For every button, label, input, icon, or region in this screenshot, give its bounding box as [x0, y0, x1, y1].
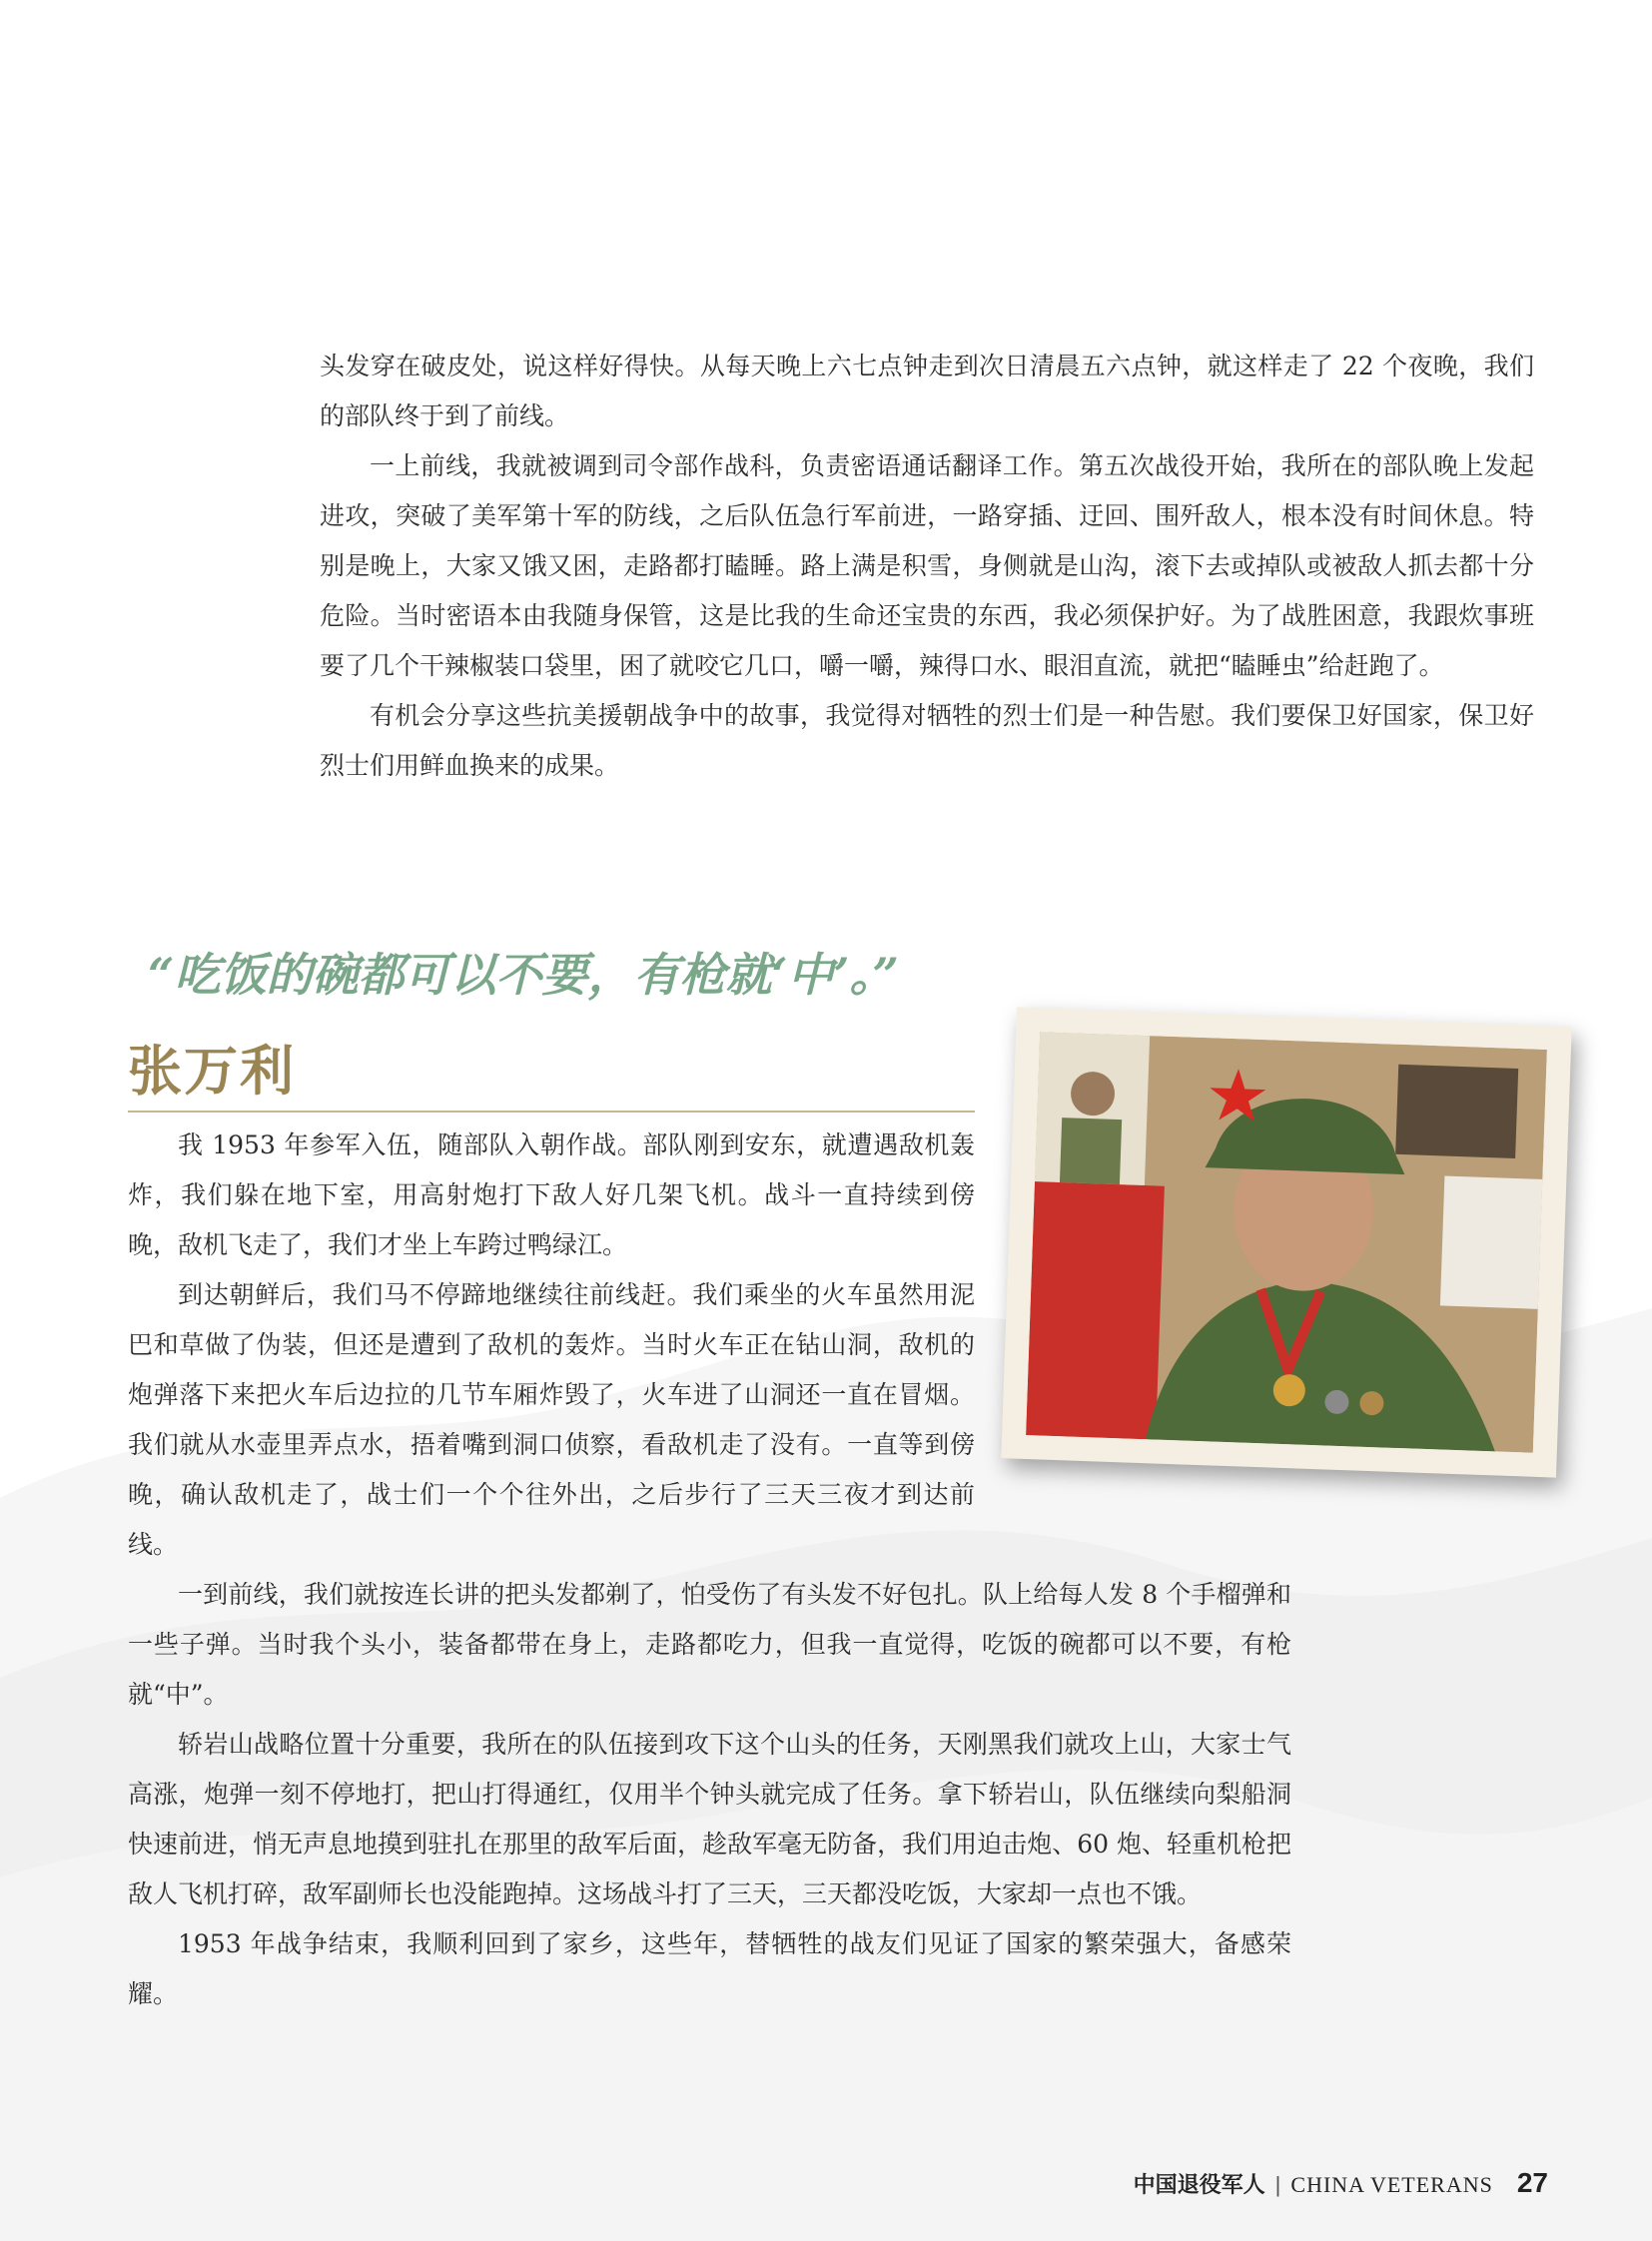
paragraph: 一上前线，我就被调到司令部作战科，负责密语通话翻译工作。第五次战役开始，我所在的部队晚上发起进攻，突破了美军第十军的防线，之后队伍急行军前进，一路穿插、迂回、围歼敌人，根本没有时间休息。特别是晚上，大家又饿又困，走路都打瞌睡。路上满是积雪，身侧就是山沟，滚下去或掉队或被敌人抓去都十分危险。当时密语本由我随身保管，这是比我的生命还宝贵的东西，我必须保护好。为了战胜困意，我跟炊事班要了几个干辣椒装口袋里，困了就咬它几口，嚼一嚼，辣得口水、眼泪直流，就把“瞌睡虫”给赶跑了。: [320, 451, 1534, 680]
top-article-text: [320, 342, 1534, 791]
veteran-photo-frame: [1001, 1007, 1571, 1477]
page-number: 27: [1516, 2167, 1548, 2198]
paragraph: 到达朝鲜后，我们马不停蹄地继续往前线赶。我们乘坐的火车虽然用泥巴和草做了伪装，但还是遭到了敌机的轰炸。当时火车正在钻山洞，敌机的炮弹落下来把火车后边拉的几节车厢炸毁了，火车进了山洞还一直在冒烟。我们就从水壶里弄点水，捂着嘴到洞口侦察，看敌机走了没有。一直等到傍晚，确认敌机走了，战士们一个个往外出，之后步行了三天三夜才到达前线。: [128, 1280, 975, 1559]
paragraph: 一到前线，我们就按连长讲的把头发都剃了，怕受伤了有头发不好包扎。队上给每人发 8 个手榴弹和一些子弹。当时我个头小，装备都带在身上，走路都吃力，但我一直觉得，吃饭的碗都可以不要，有枪就“中”。: [128, 1580, 1291, 1709]
paragraph: 头发穿在破皮处，说这样好得快。从每天晚上六七点钟走到次日清晨五六点钟，就这样走了 22 个夜晚，我们的部队终于到了前线。: [320, 352, 1534, 430]
magazine-name-cn: 中国退役军人: [1133, 2172, 1265, 2197]
paragraph: 轿岩山战略位置十分重要，我所在的队伍接到攻下这个山头的任务，天刚黑我们就攻上山，大家士气高涨，炮弹一刻不停地打，把山打得通红，仅用半个钟头就完成了任务。拿下轿岩山，队伍继续向梨船洞快速前进，悄无声息地摸到驻扎在那里的敌军后面，趁敌军毫无防备，我们用迫击炮、60 炮、轻重机枪把敌人飞机打碎，敌军副师长也没能跑掉。这场战斗打了三天，三天都没吃饭，大家却一点也不饿。: [128, 1730, 1291, 1908]
magazine-name-en: CHINA VETERANS: [1290, 2172, 1493, 2197]
footer-separator: |: [1274, 2172, 1281, 2197]
page-footer: [1134, 2167, 1548, 2199]
heading-divider: [128, 1111, 975, 1113]
article-text-full-width: [128, 1570, 1291, 2019]
paragraph: 1953 年战争结束，我顺利回到了家乡，这些年，替牺牲的战友们见证了国家的繁荣强大，备感荣耀。: [128, 1929, 1291, 2008]
pull-quote: “吃饭的碗都可以不要，有枪就‘中’。”: [148, 948, 899, 1002]
veteran-portrait-photo-icon: [1026, 1032, 1547, 1452]
paragraph: 有机会分享这些抗美援朝战争中的故事，我觉得对牺牲的烈士们是一种告慰。我们要保卫好国家，保卫好烈士们用鲜血换来的成果。: [320, 701, 1534, 780]
article-text-beside-photo: [128, 1120, 975, 1570]
veteran-name-heading: 张万利: [128, 1039, 296, 1103]
paragraph: 我 1953 年参军入伍，随部队入朝作战。部队刚到安东，就遭遇敌机轰炸，我们躲在地下室，用高射炮打下敌人好几架飞机。战斗一直持续到傍晚，敌机飞走了，我们才坐上车跨过鸭绿江。: [128, 1130, 975, 1259]
